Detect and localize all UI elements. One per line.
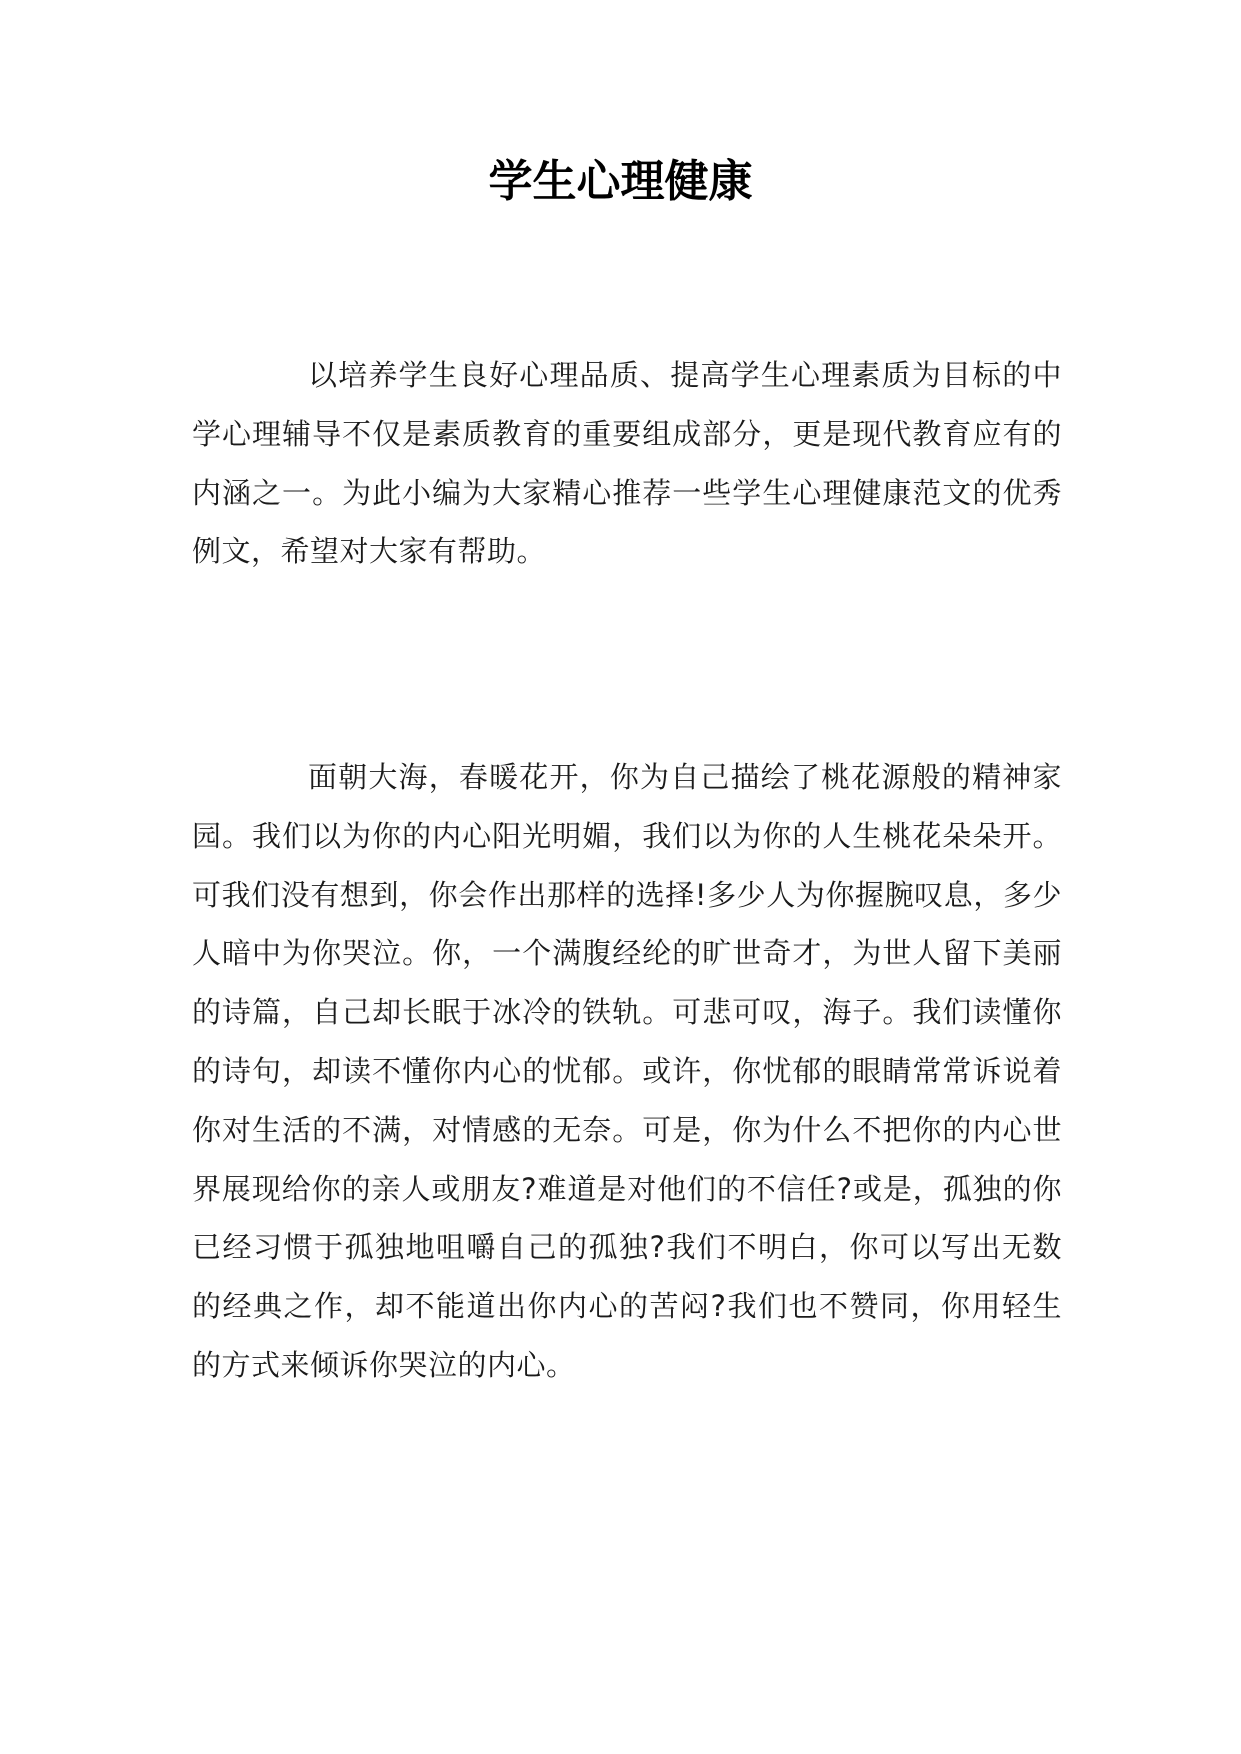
body-paragraph: 面朝大海，春暖花开，你为自己描绘了桃花源般的精神家园。我们以为你的内心阳光明媚，我们以为你的人生桃花朵朵开。可我们没有想到，你会作出那样的选择!多少人为你握腕叹息，多少人暗中为你哭泣。你，一个满腹经纶的旷世奇才，为世人留下美丽的诗篇，自己却长眠于冰冷的铁轨。可悲可叹，海子。我们读懂你的诗句，却读不懂你内心的忧郁。或许，你忧郁的眼睛常常诉说着你对生活的不满，对情感的无奈。可是，你为什么不把你的内心世界展现给你的亲人或朋友?难道是对他们的不信任?或是，孤独的你已经习惯于孤独地咀嚼自己的孤独?我们不明白，你可以写出无数的经典之作，却不能道出你内心的苦闷?我们也不赞同，你用轻生的方式来倾诉你哭泣的内心。	[192, 760, 1062, 1382]
document-title: 学生心理健康	[488, 156, 753, 207]
intro-paragraph: 以培养学生良好心理品质、提高学生心理素质为目标的中学心理辅导不仅是素质教育的重要组成部分，更是现代教育应有的内涵之一。为此小编为大家精心推荐一些学生心理健康范文的优秀例文，希望对大家有帮助。	[192, 358, 1062, 569]
